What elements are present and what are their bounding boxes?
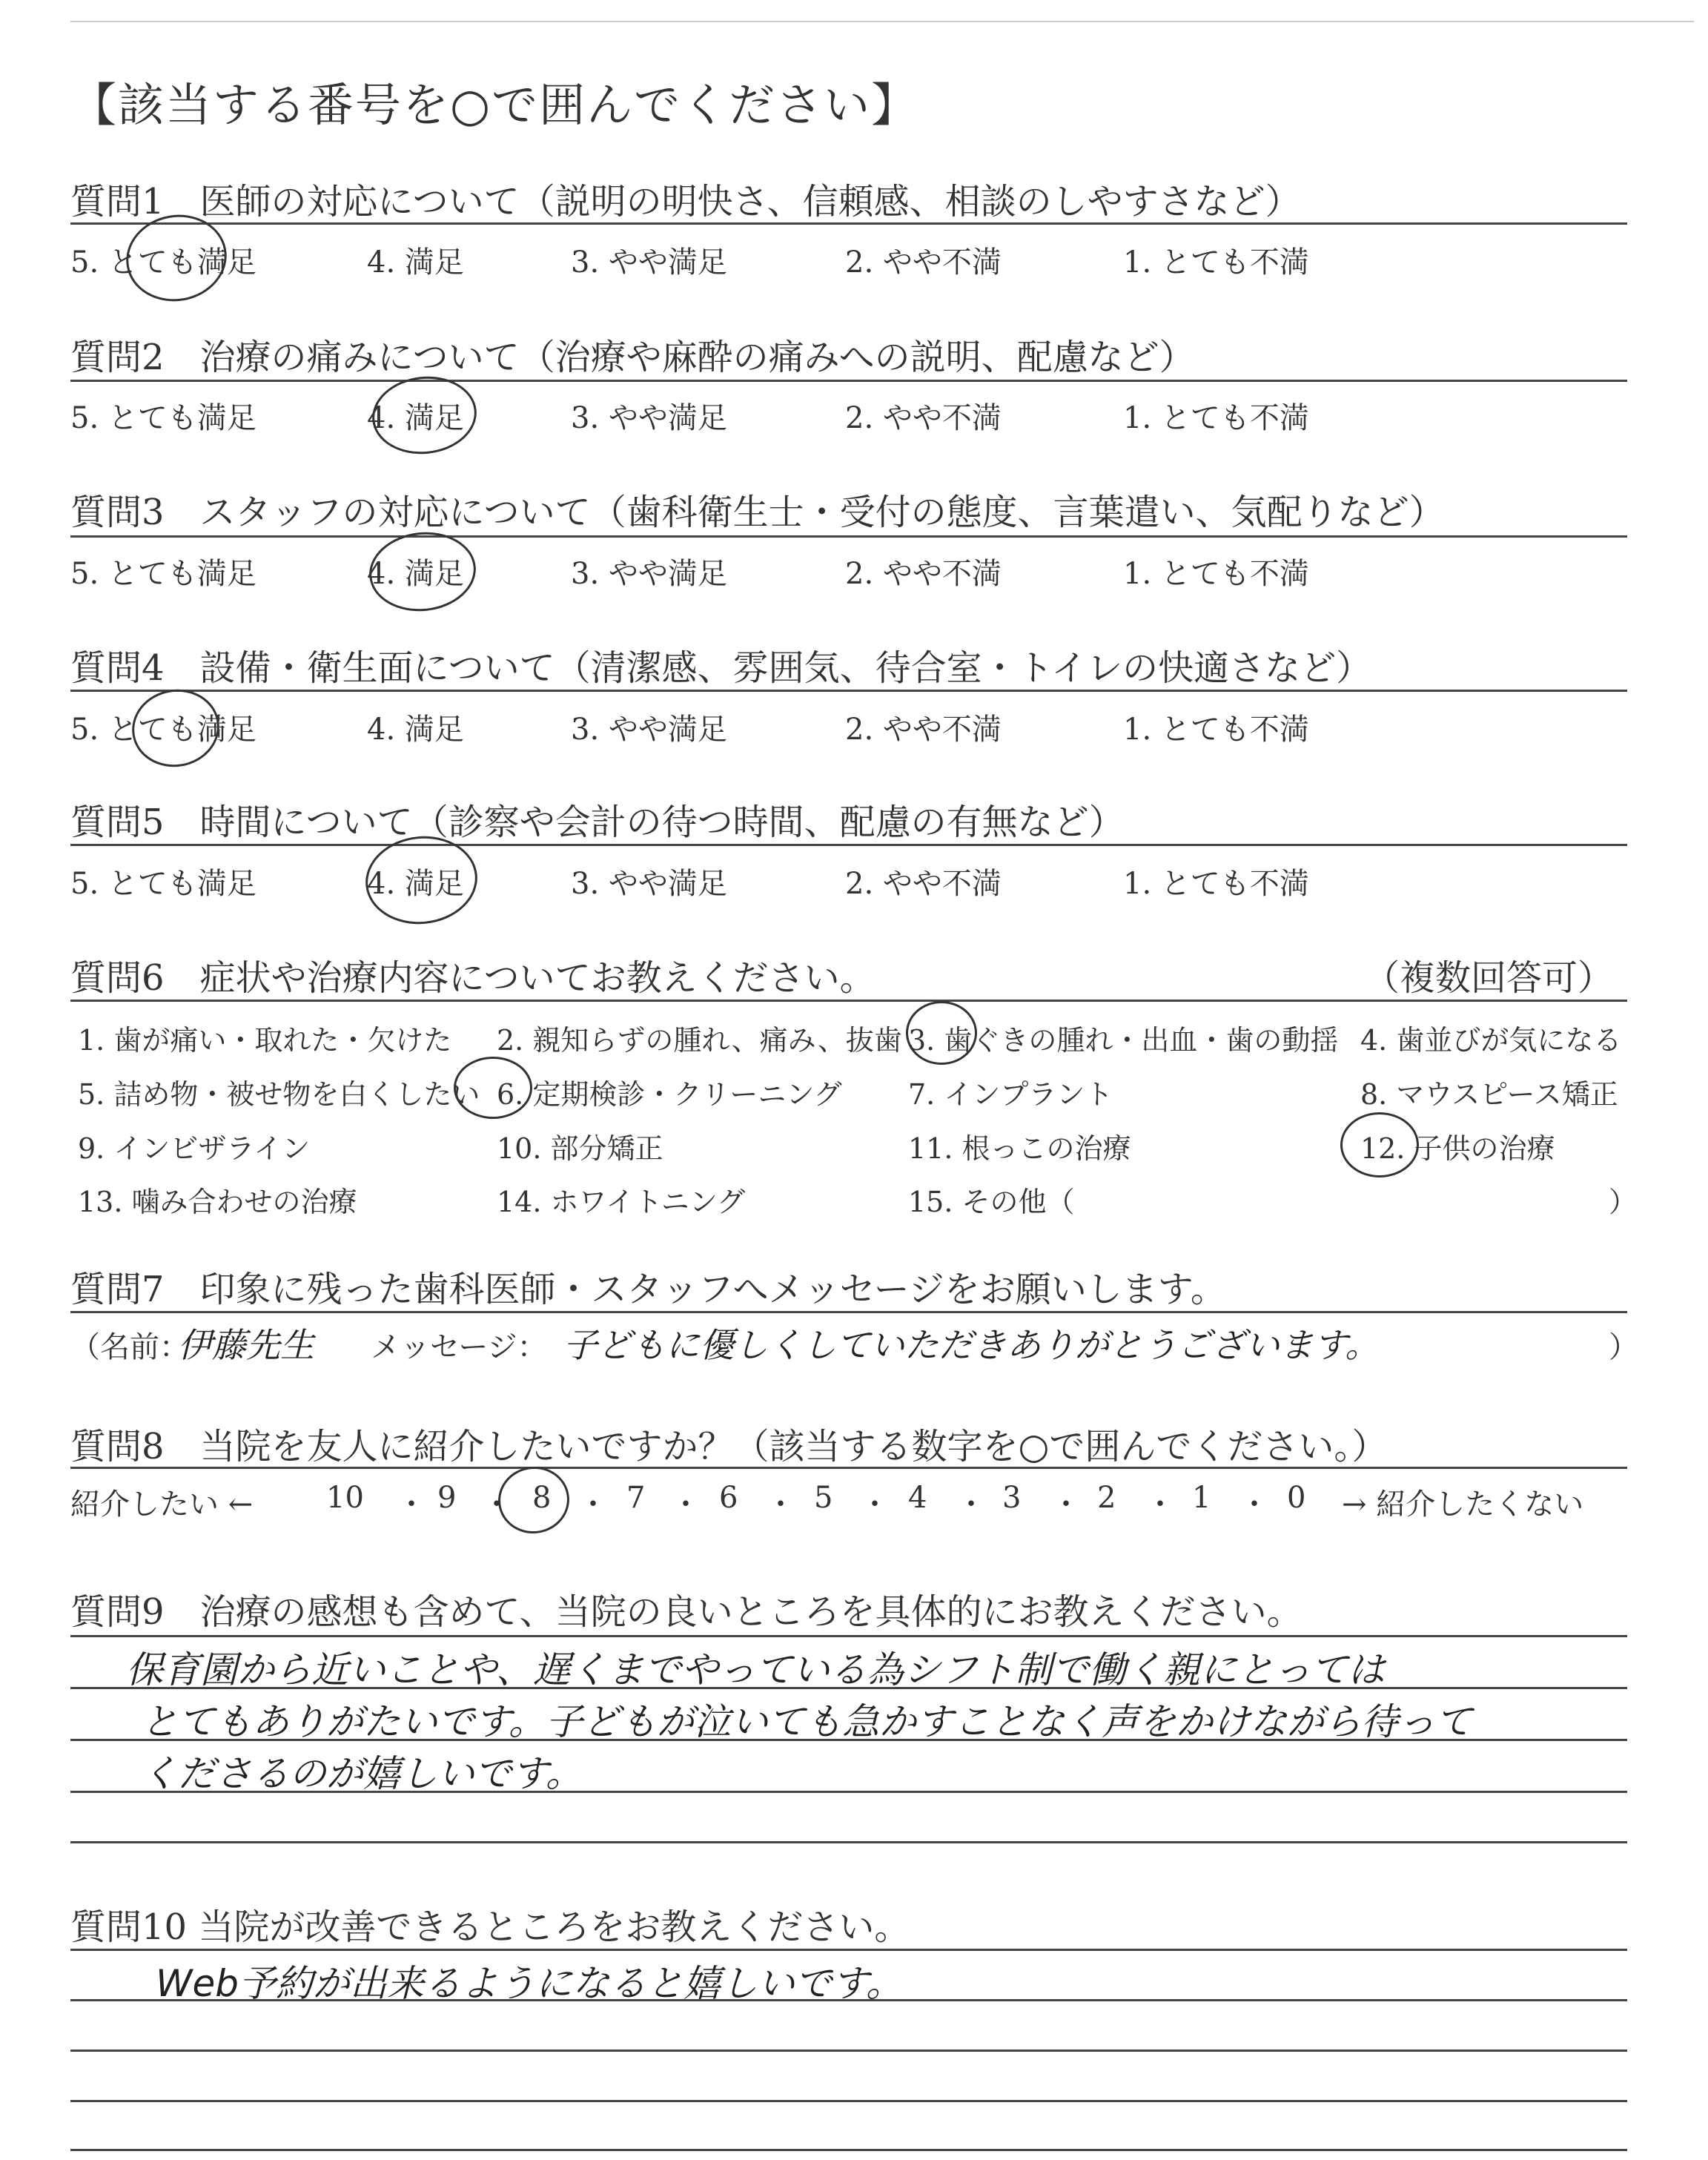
q6-option-6[interactable]: 6. 定期検診・クリーニング — [497, 1078, 842, 1111]
question-10-rule-3 — [70, 2050, 1627, 2052]
question-9-rule-1 — [70, 1635, 1627, 1637]
q8-right-label: → 紹介したくない — [1342, 1487, 1584, 1522]
q8-dot-8: ・ — [1051, 1487, 1081, 1522]
q8-dot-1: ・ — [397, 1487, 426, 1522]
question-2-rule — [70, 380, 1627, 382]
q5-option-2[interactable]: 2. やや不満 — [845, 867, 1002, 901]
q6-option-11[interactable]: 11. 根っこの治療 — [908, 1132, 1131, 1165]
question-9-label: 質問9 治療の感想も含めて、当院の良いところを具体的にお教えください。 — [70, 1591, 1302, 1633]
question-7-label: 質問7 印象に残った歯科医師・スタッフへメッセージをお願いします。 — [70, 1269, 1226, 1310]
q8-dot-5: ・ — [766, 1487, 795, 1522]
q6-option-15[interactable]: 15. その他（ — [908, 1186, 1075, 1218]
q8-score-4[interactable]: 4 — [908, 1481, 927, 1515]
question-3-label: 質問3 スタッフの対応について（歯科衛生士・受付の態度、言葉遣い、気配りなど） — [70, 492, 1445, 533]
q6-option-8[interactable]: 8. マウスピース矯正 — [1360, 1078, 1618, 1111]
q1-option-4[interactable]: 4. 満足 — [367, 245, 464, 280]
q7-close-paren: ） — [1609, 1330, 1638, 1364]
q7-message-value[interactable]: 子どもに優しくしていただきありがとうございます。 — [563, 1325, 1380, 1365]
q8-dot-7: ・ — [956, 1487, 986, 1522]
question-5-rule — [70, 844, 1627, 846]
q6-option-10[interactable]: 10. 部分矯正 — [497, 1132, 663, 1165]
q8-dot-6: ・ — [860, 1487, 890, 1522]
question-2-label: 質問2 治療の痛みについて（治療や麻酔の痛みへの説明、配慮など） — [70, 337, 1195, 378]
q2-option-1[interactable]: 1. とても不満 — [1123, 401, 1309, 435]
question-4-rule — [70, 690, 1627, 692]
q8-score-3[interactable]: 3 — [1002, 1481, 1022, 1515]
q6-selection-circle-6 — [454, 1057, 532, 1119]
q6-option-12[interactable]: 12. 子供の治療 — [1360, 1132, 1555, 1165]
q8-dot-4: ・ — [671, 1487, 701, 1522]
question-8-rule — [70, 1467, 1627, 1469]
question-5-label: 質問5 時間について（診察や会計の待つ時間、配慮の有無など） — [70, 802, 1125, 843]
question-6-rule — [70, 1000, 1627, 1002]
question-4-label: 質問4 設備・衛生面について（清潔感、雰囲気、待合室・トイレの快適さなど） — [70, 647, 1372, 689]
question-10-rule-1 — [70, 1949, 1627, 1951]
q3-option-3[interactable]: 3. やや満足 — [571, 557, 727, 591]
q8-score-2[interactable]: 2 — [1097, 1481, 1116, 1515]
question-9-rule-5 — [70, 1841, 1627, 1843]
q8-score-9[interactable]: 9 — [437, 1481, 457, 1515]
q6-option-15-close: ） — [1609, 1186, 1638, 1218]
q1-option-5[interactable]: 5. とても満足 — [70, 245, 256, 280]
q6-option-5[interactable]: 5. 詰め物・被せ物を白くしたい — [78, 1078, 480, 1111]
q4-option-2[interactable]: 2. やや不満 — [845, 713, 1002, 747]
q4-option-1[interactable]: 1. とても不満 — [1123, 713, 1309, 747]
question-1-rule — [70, 222, 1627, 225]
q3-option-4[interactable]: 4. 満足 — [367, 557, 464, 591]
q2-selection-circle — [368, 371, 480, 459]
q7-name-label: （名前： — [70, 1330, 189, 1364]
q3-option-2[interactable]: 2. やや不満 — [845, 557, 1002, 591]
q6-option-2[interactable]: 2. 親知らずの腫れ、痛み、抜歯 — [497, 1024, 902, 1057]
q2-option-4[interactable]: 4. 満足 — [367, 401, 464, 435]
q6-option-14[interactable]: 14. ホワイトニング — [497, 1186, 746, 1218]
q6-option-7[interactable]: 7. インプラント — [908, 1078, 1113, 1111]
page-title: 【該当する番号を○で囲んでください】 — [70, 78, 919, 132]
q8-score-8[interactable]: 8 — [532, 1481, 552, 1515]
q8-score-1[interactable]: 1 — [1192, 1481, 1211, 1515]
q1-option-1[interactable]: 1. とても不満 — [1123, 245, 1309, 280]
q6-option-13[interactable]: 13. 噛み合わせの治療 — [78, 1186, 357, 1218]
q6-selection-circle-12 — [1340, 1112, 1419, 1178]
q8-selection-circle — [494, 1462, 574, 1538]
q7-message-label: メッセージ： — [371, 1330, 547, 1364]
q1-option-3[interactable]: 3. やや満足 — [571, 245, 727, 280]
q5-option-3[interactable]: 3. やや満足 — [571, 867, 727, 901]
question-6-label: 質問6 症状や治療内容についてお教えください。 — [70, 957, 875, 999]
q7-name-value[interactable]: 伊藤先生 — [178, 1325, 314, 1365]
q1-option-2[interactable]: 2. やや不満 — [845, 245, 1002, 280]
q5-option-5[interactable]: 5. とても満足 — [70, 867, 256, 901]
q3-option-5[interactable]: 5. とても満足 — [70, 557, 256, 591]
question-1-label: 質問1 医師の対応について（説明の明快さ、信頼感、相談のしやすさなど） — [70, 181, 1301, 222]
q6-option-3[interactable]: 3. 歯ぐきの腫れ・出血・歯の動揺 — [908, 1024, 1339, 1057]
question-10-label: 質問10 当院が改善できるところをお教えください。 — [70, 1906, 910, 1948]
q8-score-6[interactable]: 6 — [719, 1481, 738, 1515]
question-10-rule-5 — [70, 2149, 1627, 2151]
q8-score-10[interactable]: 10 — [326, 1481, 364, 1515]
q8-left-label: 紹介したい ← — [70, 1487, 254, 1522]
q9-answer-line-3[interactable]: くださるのが嬉しいです。 — [141, 1752, 583, 1795]
q3-option-1[interactable]: 1. とても不満 — [1123, 557, 1309, 591]
q4-selection-circle — [126, 683, 225, 774]
q8-score-7[interactable]: 7 — [626, 1481, 646, 1515]
q6-option-1[interactable]: 1. 歯が痛い・取れた・欠けた — [78, 1024, 452, 1057]
question-3-rule — [70, 535, 1627, 538]
q5-option-4[interactable]: 4. 満足 — [367, 867, 464, 901]
q4-option-5[interactable]: 5. とても満足 — [70, 713, 256, 747]
q6-option-4[interactable]: 4. 歯並びが気になる — [1360, 1024, 1622, 1057]
q8-score-5[interactable]: 5 — [814, 1481, 833, 1515]
q6-option-9[interactable]: 9. インビザライン — [78, 1132, 311, 1165]
q8-dot-3: ・ — [578, 1487, 608, 1522]
q10-answer-line-1[interactable]: Web予約が出来るようになると嬉しいです。 — [156, 1962, 903, 2005]
question-6-note: （複数回答可） — [1364, 957, 1614, 999]
question-8-label: 質問8 当院を友人に紹介したいですか？（該当する数字を○で囲んでください。） — [70, 1426, 1388, 1467]
q2-option-3[interactable]: 3. やや満足 — [571, 401, 727, 435]
question-10-rule-4 — [70, 2100, 1627, 2102]
q9-answer-line-1[interactable]: 保育園から近いことや、遅くまでやっている為シフト制で働く親にとっては — [126, 1648, 1385, 1691]
q2-option-2[interactable]: 2. やや不満 — [845, 401, 1002, 435]
q6-selection-circle-3 — [906, 1001, 977, 1065]
q5-option-1[interactable]: 1. とても不満 — [1123, 867, 1309, 901]
q8-dot-2: ・ — [482, 1487, 512, 1522]
q8-dot-10: ・ — [1239, 1487, 1269, 1522]
q4-option-4[interactable]: 4. 満足 — [367, 713, 464, 747]
q2-option-5[interactable]: 5. とても満足 — [70, 401, 256, 435]
q8-score-0[interactable]: 0 — [1287, 1481, 1306, 1515]
q3-selection-circle — [365, 527, 480, 616]
q9-answer-line-2[interactable]: とてもありがたいです。子どもが泣いても急かすことなく声をかけながら待って — [141, 1700, 1472, 1743]
q8-dot-9: ・ — [1145, 1487, 1175, 1522]
question-7-rule — [70, 1311, 1627, 1313]
top-border — [70, 21, 1694, 22]
q4-option-3[interactable]: 3. やや満足 — [571, 713, 727, 747]
